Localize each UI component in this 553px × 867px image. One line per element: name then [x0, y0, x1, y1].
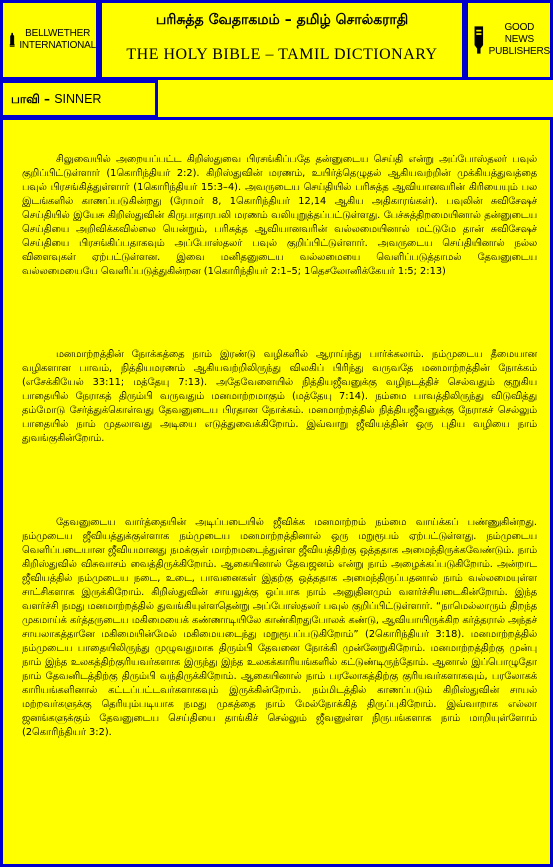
paragraph-3: தேவனுடைய வார்த்தையின் அடிப்படையில் ஜீவிக்க மனமாற்றம் நம்மை வாய்க்கப் பண்ணுகின்றது. நம்முடைய ஜீவியத்துக்குள்ளாக நம்முடைய மனமாற்றத்தினால் ஒரு மறுரூபம் ஏற்பட்டுள்ளது. நம்முடைய வெளிப்படையான ஜீவியமானது நமக்குள் மாற்றமடைந்துள்ள ஜீவியத்திற்கு ஒத்ததாக அமைந்திருக்கவேண்டும். நாம் கிறிஸ்துவில் விசுவாசம் வைத்திருக்கிறோம். ஆகையினால் தேவஜனம் என்று நாம் அழைக்கப்படுகிறோம். அன்றாட ஜீவியத்தில் நம்முடைய நடை, உடை, பாவனைகள் இதற்கு ஒத்ததாக அமைந்திருப்பதனால் நாம் வல்லமையுள்ள சாட்சிகளாக இருக்கிறோம். கிறிஸ்துவின் சாயலுக்கு ஒப்பாக நாம் அனுதினமும் வளர்ச்சியடைகின்றோம். இந்த வளர்ச்சி நமது மனமாற்றத்தில் துவங்கியுள்ளதென்று அப்போஸ்தலர் பவுல் குறிப்பிட்டுள்ளார். “நாமெல்லாரும் திறந்த முகமாய்க் கர்த்தருடைய மகிமையைக் கண்ணாடியிலே காண்கிறதுபோலக் கண்டு, ஆவியாயிருக்கிற கர்த்தரால் அந்தச் சாயலாகத்தானே மகிமையின்மேல் மகிமையடைந்து மறுரூபப்படுகிறோம்” (2கொரிந்தியர் 3:18). மனமாற்றத்தில் நம்முடைய பாதையிலிருந்து முழுவதுமாக திரும்பி தேவனை நோக்கி முன்னேறுகிறோம். மனமாற்றத்திற்கு முன்பு நாம் இந்த உலகத்திற்குரியவர்களாக இருந்து இந்த உலகக்காரியங்களில் கட்டுண்டிருந்தோம். ஆனால் இப்பொழுதோ நாம் தேவனிடத்திற்கு திரும்பி வந்திருக்கிறோம். ஆகையினால் நாம் பரலோகத்திற்கு குரியவர்களாகவும், பரலோகக் காரியங்களினால் கட்டப்பட்டவர்களாகவும் இருக்கின்றோம். நம்மிடத்தில் காணப்படும் கிறிஸ்துவின் சாயல் மற்றவர்களுக்கு தெரியும்படியாக நமது முகத்தை நாம் மேல்நோக்கித் திருப்புகிறோம். இவ்வாறாக எல்லா ஜனங்களுக்கும் தேவனுடைய செய்தியை தாங்கிச் செல்லும் ஜீவனுள்ள நிருபங்களாக நாம் மாறியுள்ளோம் (2கொரிந்தியர் 3:2).	[22, 517, 537, 738]
good-news-line1: GOOD NEWS	[504, 22, 535, 45]
bellwether-line1: BELLWETHER	[25, 28, 91, 39]
title-english: THE HOLY BIBLE – TAMIL DICTIONARY	[126, 46, 438, 63]
good-news-line2: PUBLISHERS	[488, 46, 550, 57]
entry-heading-box	[0, 80, 158, 118]
good-news-logo	[468, 3, 550, 77]
good-news-logo-box	[465, 0, 553, 80]
good-news-logo-text	[489, 22, 550, 58]
entry-tamil: பாவி	[11, 92, 40, 106]
paragraph-1: சிலுவையில் அறையப்பட்ட கிறிஸ்துவை பிரசங்கிப்பதே தன்னுடைய செய்தி என்று அப்போஸ்தலர் பவுல் குறிப்பிட்டுள்ளார் (1கொரிந்தியர் 2:2). கிறிஸ்துவின் மரணம், உயிர்த்தெழுதல் ஆகியவற்றின் முக்கியத்துவத்தை பவுல் பிரசங்கித்துள்ளார் (1கொரிந்தியர் 15:3–4). அவருடைய செய்தியில் பரிசுத்த ஆவியானவரின் கிரியையும் பல இடங்களில் காணப்படுகின்றது (ரோமர் 8, 1கொரிந்தியர் 12,14 ஆகிய அதிகாரங்கள்). பவுலின் சுவிசேஷச் செய்தியில் இயேசு கிறிஸ்துவின் கிருபாதாரபலி மரணம் வலியுறுத்தப்பட்டுள்ளது. பேச்சுத்திறமையினால் தன்னுடைய செய்தியை அறிவிக்கவில்லை யென்றும், பரிசுத்த ஆவியானவரின் வல்லமையினால் மட்டுமே தான் சுவிசேஷச் செய்தியை பிரசங்கிப்பதாகவும் அப்போஸ்தலர் பவுல் குறிப்பிட்டுள்ளார். அவருடைய செய்தியினால் நல்ல விளைவுகள் ஏற்பட்டுள்ளன. இவை மனிதனுடைய வல்லமையை வெளிப்படுத்தாமல் தேவனுடைய வல்லமையையே வெளிப்படுத்துகின்றன (1கொரிந்தியர் 2:1–5; 1தெசலோனிக்கேயர் 1:5; 2:13)	[22, 154, 537, 277]
entry-separator: –	[39, 92, 55, 106]
title-tamil: பரிசுத்த வேதாகமம் – தமிழ் சொல்கராதி	[155, 12, 409, 28]
bellwether-logo	[3, 3, 96, 77]
entry-english: SINNER	[54, 92, 102, 106]
bellwether-line2: INTERNATIONAL	[19, 40, 96, 51]
title-box	[99, 0, 465, 80]
entry-heading	[11, 92, 101, 108]
paragraph-2: மனமாற்றத்தின் நோக்கத்தை நாம் இரண்டு வழிகளில் ஆராய்ந்து பார்க்கலாம். நம்முடைய தீமையான வழிகளான பாவம், நித்தியமரணம் ஆகியவற்றிலிருந்து விலகிப் பிரிந்து வருவதே மனமாற்றத்தின் நோக்கம் (எசேக்கியேல் 33:11; மத்தேயு 7:13). அதேவேளையில் நித்தியஜீவனுக்கு வழிநடத்திச் செல்வதும் குறுகிய பாதையில் நேராகத் திரும்பி வருவதும் மனமாற்றமாகும் (மத்தேயு 7:14). நம்மை பாவத்திலிருந்து விடுவித்து தம்மோடு சேர்த்துக்கொள்வது தேவனுடைய பிரதான நோக்கம். மனமாற்றத்தில் நித்தியஜீவனுக்கு நேராகச் செல்லும் பாதையில் நாம் முதலாவது அடியை எடுத்துவைக்கிறோம். இவ்வாறு ஜீவியத்தின் ஒரு புதிய வழியை நாம் துவங்குகின்றோம்.	[22, 349, 537, 444]
bell-icon	[9, 20, 15, 60]
bellwether-logo-text	[19, 28, 96, 52]
bellwether-logo-box	[0, 0, 99, 80]
content-box	[0, 117, 553, 867]
news-icon	[472, 20, 486, 60]
